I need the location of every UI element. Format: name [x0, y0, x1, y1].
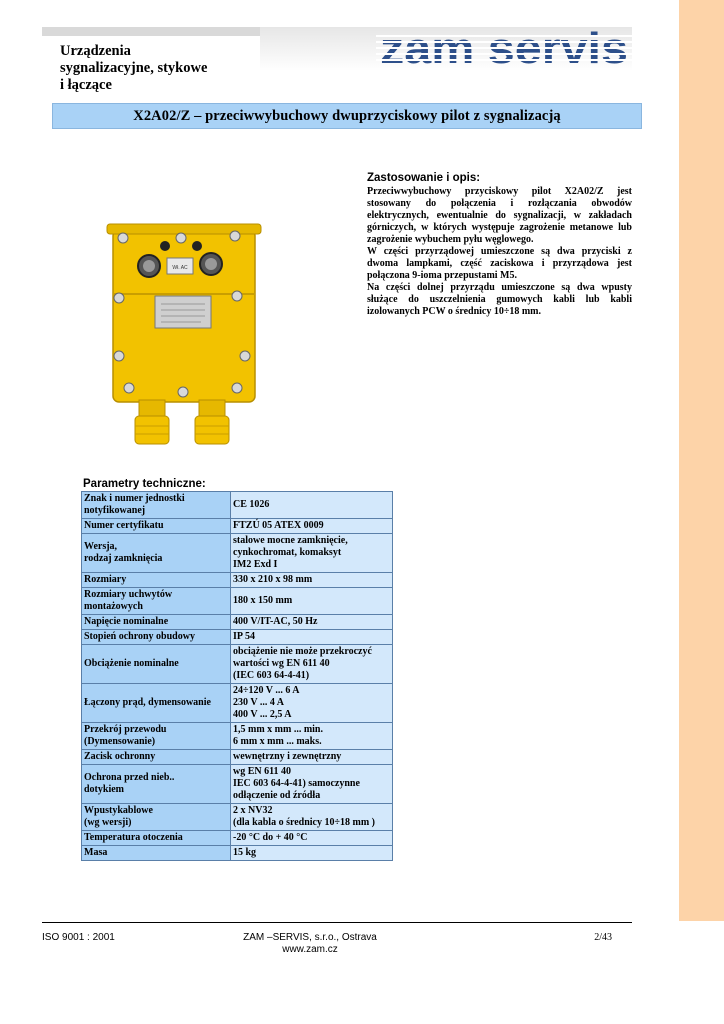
product-photo — [105, 218, 265, 448]
footer-company — [210, 932, 410, 956]
param-value — [231, 645, 393, 684]
param-row — [82, 534, 393, 573]
param-label-line: Napięcie nominalne — [84, 616, 169, 627]
param-label — [82, 492, 231, 519]
param-value — [231, 765, 393, 804]
param-value — [231, 723, 393, 750]
param-value-line: (IEC 603 64-4-41) — [233, 670, 310, 681]
param-label-line: Rozmiary uchwytów — [84, 589, 173, 600]
footer-website: www.zam.cz — [282, 944, 338, 955]
param-label-line: Obciążenie nominalne — [84, 658, 179, 669]
plate-label: Wł. AC — [172, 265, 188, 271]
param-value — [231, 831, 393, 846]
param-label — [82, 534, 231, 573]
param-value-line: odłączenie od źródła — [233, 790, 321, 801]
param-value — [231, 804, 393, 831]
param-label-line: Ochrona przed nieb.. — [84, 772, 175, 783]
param-label — [82, 765, 231, 804]
param-row — [82, 615, 393, 630]
param-value-line: 180 x 150 mm — [233, 595, 293, 606]
param-row — [82, 804, 393, 831]
param-label — [82, 519, 231, 534]
param-label — [82, 630, 231, 645]
param-label — [82, 750, 231, 765]
param-value-line: (dla kabla o średnicy 10÷18 mm ) — [233, 817, 375, 828]
section-title — [60, 43, 260, 94]
param-value-line: -20 °C do + 40 °C — [233, 832, 308, 843]
param-row — [82, 645, 393, 684]
nameplate — [155, 296, 211, 328]
param-row — [82, 573, 393, 588]
param-label-line: Znak i numer jednostki — [84, 493, 185, 504]
param-label-line: (wg wersji) — [84, 817, 132, 828]
param-value-line: 6 mm x mm ... maks. — [233, 736, 322, 747]
description-paragraph: Przeciwwybuchowy przyciskowy pilot X2A02/Z jest stosowany do połączenia i rozłączania obwodów elektrycznych, ewentualnie do sygnalizacji, w zakładach górniczych, w których występuje zagrożenie metanowe lub zagrożenie wybuchem pyłu węglowego. — [367, 186, 632, 245]
param-value-line: 400 V/IT-AC, 50 Hz — [233, 616, 318, 627]
param-label-line: Masa — [84, 847, 108, 858]
param-label-line: Numer certyfikatu — [84, 520, 164, 531]
param-value — [231, 492, 393, 519]
description-paragraph: Na części dolnej przyrządu umieszczone są dwa wpusty służące do uszczelnienia gumowych kabli lub kabli izolowanych PCW o średnicy 10÷18 mm. — [367, 282, 632, 317]
param-label — [82, 645, 231, 684]
params-heading: Parametry techniczne: — [83, 478, 206, 490]
param-label — [82, 615, 231, 630]
footer-iso: ISO 9001 : 2001 — [42, 932, 115, 943]
cable-gland-icon — [195, 400, 229, 444]
param-value-line: IM2 Exd I — [233, 559, 278, 570]
description — [367, 172, 632, 318]
param-row — [82, 765, 393, 804]
param-value-line: 2 x NV32 — [233, 805, 273, 816]
param-value — [231, 573, 393, 588]
description-paragraph: W części przyrządowej umieszczone są dwa przyciski z dwoma lampkami, część zaciskowa i przyrządowa jest połączona 9-ioma przepustami M5. — [367, 246, 632, 281]
param-label-line: Wersja, — [84, 541, 118, 552]
side-stripe — [679, 0, 724, 921]
param-row — [82, 588, 393, 615]
param-value-line: wartości wg EN 611 40 — [233, 658, 330, 669]
param-value-line: IP 54 — [233, 631, 255, 642]
param-label-line: dotykiem — [84, 784, 124, 795]
param-value — [231, 846, 393, 861]
lamp-icon — [160, 241, 170, 251]
param-label-line: rodzaj zamknięcia — [84, 553, 163, 564]
param-row — [82, 846, 393, 861]
params-table — [81, 491, 393, 861]
param-value — [231, 534, 393, 573]
param-value-line: 230 V ... 4 A — [233, 697, 285, 708]
param-label-line: Wpustykablowe — [84, 805, 153, 816]
description-heading: Zastosowanie i opis: — [367, 172, 481, 184]
param-value-line: obciążenie nie może przekroczyć — [233, 646, 372, 657]
description-body — [367, 186, 632, 318]
param-label — [82, 846, 231, 861]
param-label-line: (Dymensowanie) — [84, 736, 156, 747]
param-value-line: 400 V ... 2,5 A — [233, 709, 292, 720]
param-row — [82, 630, 393, 645]
lamp-icon — [192, 241, 202, 251]
footer-page-number: 2/43 — [594, 932, 612, 943]
param-row — [82, 519, 393, 534]
param-label — [82, 588, 231, 615]
section-title-line: i łączące — [60, 77, 112, 93]
param-label-line: notyfikowanej — [84, 505, 146, 516]
param-label-line: montażowych — [84, 601, 143, 612]
cable-gland-icon — [135, 400, 169, 444]
param-label-line: Stopień ochrony obudowy — [84, 631, 195, 642]
param-label-line: Zacisk ochronny — [84, 751, 156, 762]
param-label — [82, 831, 231, 846]
param-label-line: Rozmiary — [84, 574, 127, 585]
param-value-line: IEC 603 64-4-41) samoczynne — [233, 778, 360, 789]
param-row — [82, 750, 393, 765]
param-value — [231, 750, 393, 765]
product-title-bar — [52, 103, 642, 129]
section-title-line: Urządzenia — [60, 43, 131, 59]
param-value-line: wewnętrzny i zewnętrzny — [233, 751, 342, 762]
param-value — [231, 519, 393, 534]
param-row — [82, 723, 393, 750]
param-value — [231, 588, 393, 615]
footer-divider — [42, 922, 632, 923]
param-label-line: Łączony prąd, dymensowanie — [84, 697, 211, 708]
param-value-line: cynkochromat, komaksyt — [233, 547, 342, 558]
zam-servis-logo — [376, 26, 632, 72]
product-title: X2A02/Z – przeciwwybuchowy dwuprzyciskowy pilot z sygnalizacją — [133, 107, 561, 124]
param-value-line: FTZÚ 05 ATEX 0009 — [233, 520, 324, 531]
param-label — [82, 684, 231, 723]
param-value — [231, 684, 393, 723]
param-label — [82, 723, 231, 750]
param-value-line: CE 1026 — [233, 499, 270, 510]
param-row — [82, 492, 393, 519]
param-value-line: 24÷120 V ... 6 A — [233, 685, 300, 696]
param-label-line: Temperatura otoczenia — [84, 832, 183, 843]
param-row — [82, 831, 393, 846]
param-value — [231, 630, 393, 645]
param-value-line: 15 kg — [233, 847, 257, 858]
param-row — [82, 684, 393, 723]
param-label — [82, 573, 231, 588]
section-title-line: sygnalizacyjne, stykowe — [60, 60, 208, 76]
param-value-line: stalowe mocne zamknięcie, — [233, 535, 348, 546]
param-value-line: 330 x 210 x 98 mm — [233, 574, 313, 585]
param-label — [82, 804, 231, 831]
param-value-line: wg EN 611 40 — [233, 766, 292, 777]
footer-company-name: ZAM –SERVIS, s.r.o., Ostrava — [243, 932, 377, 943]
param-value-line: 1,5 mm x mm ... min. — [233, 724, 323, 735]
param-label-line: Przekrój przewodu — [84, 724, 167, 735]
param-value — [231, 615, 393, 630]
